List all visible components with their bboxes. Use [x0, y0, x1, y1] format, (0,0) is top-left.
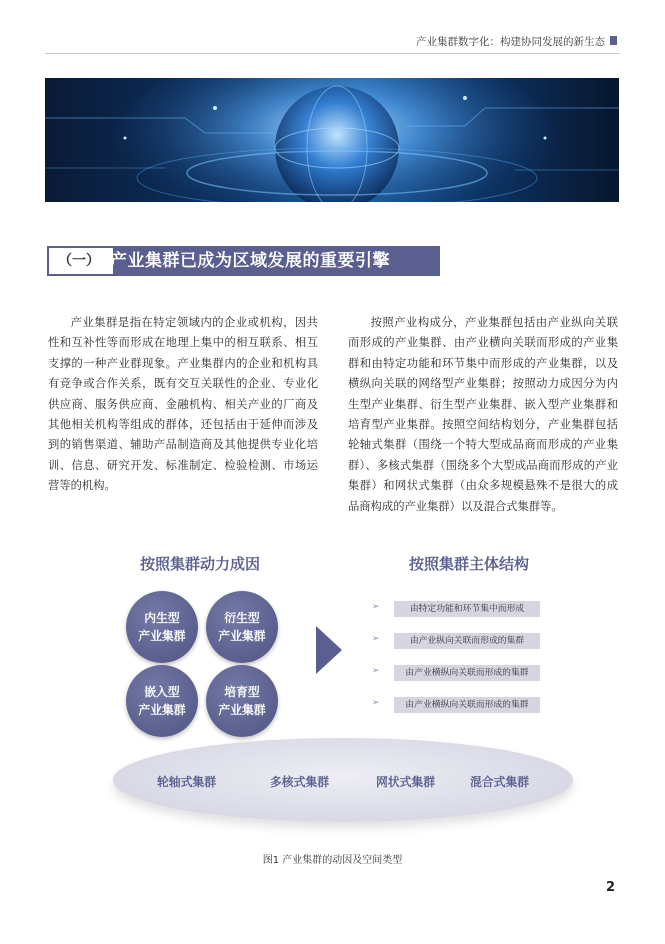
- circle-line2: 产业集群: [138, 703, 186, 717]
- diagram-right-title: 按照集群主体结构: [409, 555, 530, 573]
- circle-line2: 产业集群: [218, 703, 266, 717]
- circle-line1: 衍生型: [224, 611, 260, 625]
- list-item-label: 由特定功能和环节集中而形成: [394, 601, 540, 617]
- circle-line1: 内生型: [144, 611, 180, 625]
- figure-caption: 图1 产业集群的动因及空间类型: [262, 855, 403, 866]
- bullet-arrow-icon: ➢: [372, 666, 380, 676]
- hero-banner-image: [45, 78, 619, 202]
- ellipse-item-network: 网状式集群: [376, 775, 435, 789]
- right-arrow-icon: [316, 626, 342, 674]
- header-divider: [45, 53, 620, 54]
- paragraph-left: 产业集群是指在特定领域内的企业或机构，因共性和互补性等而形成在地理上集中的相互联系、相互支撑的一种产业群现象。产业集群内的企业和机构具有竞争或合作关系，既有交互关联性的企业、专业化供应商、服务供应商、金融机构、相关产业的厂商及其他相关机构等组成的群体，还包括由于延伸而涉及到的销售渠道、辅助产品制造商及其他提供专业化培训、信息、研究开发、标准制定、检验检测、市场运营等的机构。: [48, 316, 318, 493]
- ellipse-item-mixed: 混合式集群: [470, 775, 529, 789]
- header-square-mark: [610, 36, 617, 45]
- list-item-label: 由产业横纵向关联而形成的集群: [394, 665, 540, 681]
- paragraph-right: 按照产业构成分，产业集群包括由产业纵向关联而形成的产业集群、由产业横向关联而形成的产业集群和由特定功能和环节集中而形成的产业集群，以及横纵向关联的网络型产业集群；按照动力成因分为内生型产业集群、衍生型产业集群、嵌入型产业集群和培育型产业集群。按照空间结构划分，产业集群包括轮轴式集群（围绕一个特大型成品商而形成的产业集群）、多核式集群（围绕多个大型成品商而形成的产业集群）和网状式集群（由众多规模悬殊不是很大的成品商构成的产业集群）以及混合式集群等。: [348, 316, 618, 513]
- ellipse-item-hub: 轮轴式集群: [157, 775, 216, 789]
- bullet-arrow-icon: ➢: [372, 602, 380, 612]
- circle-derived-cluster: [206, 591, 278, 663]
- running-header: 产业集群数字化：构建协同发展的新生态: [416, 36, 605, 48]
- circle-line2: 产业集群: [138, 629, 186, 643]
- circle-line2: 产业集群: [218, 629, 266, 643]
- circle-line1: 嵌入型: [144, 685, 180, 699]
- circle-line1: 培育型: [224, 685, 260, 699]
- section-heading-text: 产业集群已成为区域发展的重要引擎: [110, 251, 390, 271]
- bullet-arrow-icon: ➢: [372, 634, 380, 644]
- bullet-arrow-icon: ➢: [372, 698, 380, 708]
- section-number: （一）: [53, 251, 105, 271]
- diagram-left-title: 按照集群动力成因: [140, 555, 261, 573]
- ellipse-item-multicore: 多核式集群: [270, 775, 329, 789]
- circle-endogenous-cluster: [126, 591, 198, 663]
- circle-cultivated-cluster: [206, 665, 278, 737]
- list-item-label: 由产业纵向关联而形成的集群: [394, 633, 540, 649]
- list-item-label: 由产业横纵向关联而形成的集群: [394, 697, 540, 713]
- page-number: 2: [605, 880, 615, 895]
- circle-embedded-cluster: [126, 665, 198, 737]
